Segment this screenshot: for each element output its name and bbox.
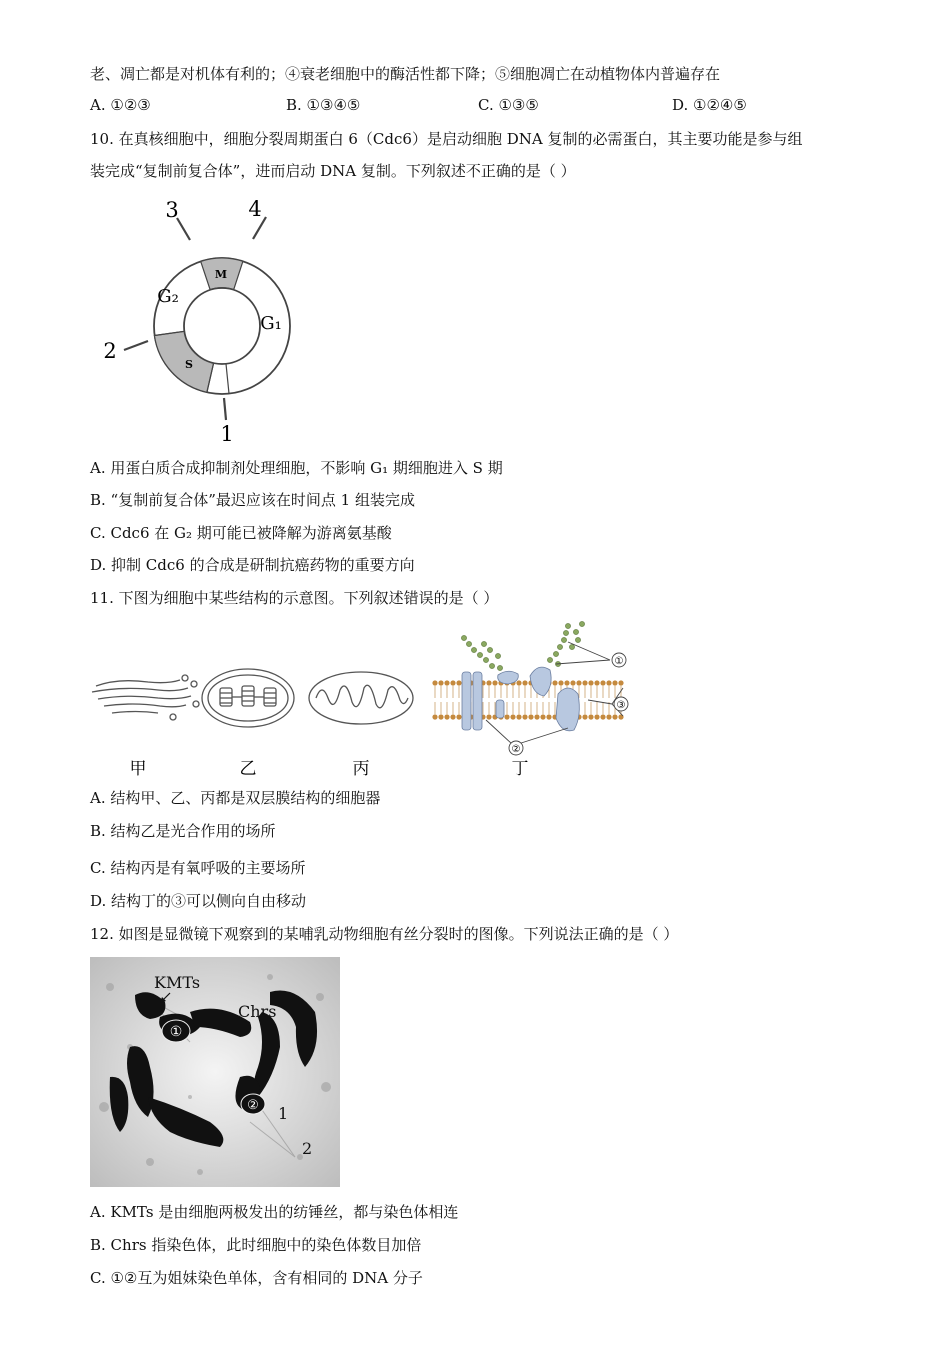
membrane-mark-2: ②	[511, 744, 521, 755]
phospholipid-head	[606, 714, 611, 719]
phospholipid-head	[438, 714, 443, 719]
time-point-4-label: 4	[248, 197, 262, 221]
phospholipid-head	[510, 714, 515, 719]
phospholipid-head	[492, 680, 497, 685]
q11-option-a[interactable]: A. 结构甲、乙、丙都是双层膜结构的细胞器	[90, 789, 381, 807]
chromatid-label-1: ①	[169, 1024, 183, 1040]
number-label-2: 2	[302, 1139, 313, 1158]
phospholipid-head	[450, 714, 455, 719]
phospholipid-head	[444, 714, 449, 719]
cell-cycle-inner-ring	[184, 288, 260, 364]
cell-cycle-diagram	[90, 195, 310, 450]
q10-option-d[interactable]: D. 抑制 Cdc6 的合成是研制抗癌药物的重要方向	[90, 556, 415, 574]
phospholipid-head	[600, 714, 605, 719]
time-point-3-label: 3	[165, 198, 179, 222]
phospholipid-head	[528, 714, 533, 719]
phospholipid-head	[576, 680, 581, 685]
golgi-apparatus-icon	[92, 675, 199, 720]
phospholipid-head	[486, 680, 491, 685]
phospholipid-head	[618, 680, 623, 685]
q12-stem: 12. 如图是显微镜下观察到的某哺乳动物细胞有丝分裂时的图像。下列说法正确的是（ ）	[90, 925, 679, 943]
s-phase-label: S	[185, 358, 193, 371]
phospholipid-head	[432, 714, 437, 719]
phospholipid-head	[582, 714, 587, 719]
time-point-2-tick	[124, 341, 148, 350]
embedded-protein	[496, 700, 504, 718]
label-jia: 甲	[129, 759, 147, 779]
phospholipid-head	[486, 714, 491, 719]
phospholipid-head	[504, 714, 509, 719]
q11-option-d[interactable]: D. 结构丁的③可以侧向自由移动	[90, 892, 307, 910]
phospholipid-head	[456, 680, 461, 685]
phospholipid-head	[558, 680, 563, 685]
q9-option-a[interactable]: A. ①②③	[90, 96, 151, 114]
phospholipid-head	[570, 680, 575, 685]
q12-option-c[interactable]: C. ①②互为姐妹染色单体，含有相同的 DNA 分子	[90, 1269, 423, 1287]
q11-option-b[interactable]: B. 结构乙是光合作用的场所	[90, 822, 276, 840]
phospholipid-head	[594, 680, 599, 685]
micrograph-drawing	[90, 957, 340, 1187]
cell-membrane-diagram	[432, 621, 628, 755]
q10-stem-line2: 装完成“复制前复合体”，进而启动 DNA 复制。下列叙述不正确的是（ ）	[90, 162, 576, 180]
g1-phase-label: G₁	[260, 313, 282, 334]
phospholipid-head	[432, 680, 437, 685]
phospholipid-head	[588, 680, 593, 685]
mitochondrion-icon	[309, 672, 413, 724]
q10-option-a[interactable]: A. 用蛋白质合成抑制剂处理细胞，不影响 G₁ 期细胞进入 S 期	[90, 459, 503, 477]
phospholipid-head	[438, 680, 443, 685]
transmembrane-protein	[556, 688, 579, 731]
q9-stem-tail: 老、凋亡都是对机体有利的；④衰老细胞中的酶活性都下降；⑤细胞凋亡在动植物体内普遍存在	[90, 65, 721, 83]
mitosis-micrograph	[90, 957, 340, 1187]
phospholipid-head	[600, 680, 605, 685]
q9-options	[90, 96, 850, 118]
phospholipid-head	[522, 714, 527, 719]
g2-phase-label: G₂	[157, 286, 179, 307]
time-point-3-tick	[177, 218, 190, 240]
q9-option-c[interactable]: C. ①③⑤	[478, 96, 539, 114]
time-point-2-label: 2	[103, 339, 117, 363]
phospholipid-head	[564, 680, 569, 685]
q10-option-c[interactable]: C. Cdc6 在 G₂ 期可能已被降解为游离氨基酸	[90, 524, 392, 542]
phospholipid-head	[450, 680, 455, 685]
membrane-mark-1: ①	[614, 656, 624, 667]
phospholipid-head	[552, 680, 557, 685]
time-point-1-tick	[224, 398, 226, 420]
q10-option-b[interactable]: B. “复制前复合体”最迟应该在时间点 1 组装完成	[90, 491, 415, 509]
q10-stem-line1: 10. 在真核细胞中，细胞分裂周期蛋白 6（Cdc6）是启动细胞 DNA 复制的必需蛋白，其主要功能是参与组	[90, 130, 803, 148]
q12-option-a[interactable]: A. KMTs 是由细胞两极发出的纺锤丝，都与染色体相连	[90, 1203, 459, 1221]
q9-option-b[interactable]: B. ①③④⑤	[286, 96, 361, 114]
phospholipid-head	[444, 680, 449, 685]
phospholipid-head	[546, 714, 551, 719]
label-bing: 丙	[352, 759, 370, 779]
q11-option-c[interactable]: C. 结构丙是有氧呼吸的主要场所	[90, 859, 306, 877]
phospholipid-head	[456, 714, 461, 719]
channel-protein-right	[473, 672, 482, 730]
q11-stem: 11. 下图为细胞中某些结构的示意图。下列叙述错误的是（ ）	[90, 589, 499, 607]
label-yi: 乙	[239, 759, 257, 779]
channel-protein-left	[462, 672, 471, 730]
q9-option-d[interactable]: D. ①②④⑤	[672, 96, 747, 114]
chromatid-label-2: ②	[247, 1098, 259, 1113]
label-ding: 丁	[511, 759, 529, 779]
membrane-mark-3: ③	[616, 700, 626, 711]
organelle-figures	[88, 620, 638, 780]
phospholipid-head	[588, 714, 593, 719]
phospholipid-head	[612, 680, 617, 685]
phospholipid-head	[612, 714, 617, 719]
time-point-1-label: 1	[220, 422, 234, 446]
phospholipid-head	[594, 714, 599, 719]
phospholipid-head	[606, 680, 611, 685]
phospholipid-head	[522, 680, 527, 685]
q12-option-b[interactable]: B. Chrs 指染色体，此时细胞中的染色体数目加倍	[90, 1236, 422, 1254]
chrs-label: Chrs	[238, 1002, 277, 1021]
number-label-1: 1	[278, 1104, 289, 1123]
kmts-label: KMTs	[154, 973, 201, 992]
phospholipid-head	[516, 714, 521, 719]
m-phase-label: M	[214, 268, 228, 281]
phospholipid-head	[540, 714, 545, 719]
chloroplast-icon	[202, 669, 294, 727]
phospholipid-head	[582, 680, 587, 685]
phospholipid-head	[516, 680, 521, 685]
phospholipid-head	[534, 714, 539, 719]
